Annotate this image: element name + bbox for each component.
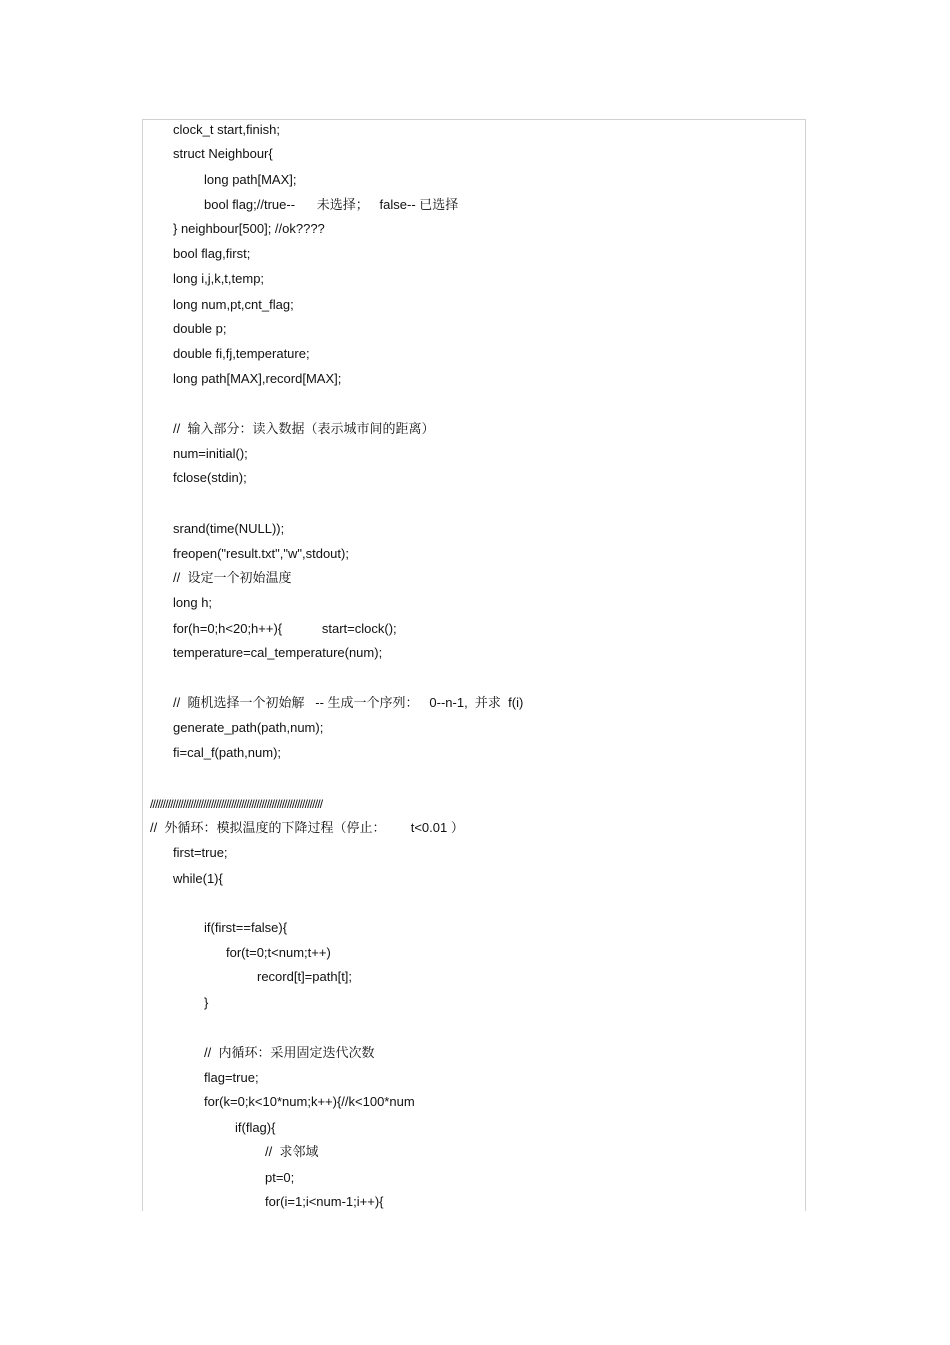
code-line: fclose(stdin);	[173, 470, 247, 485]
comment-line: // 输入部分：读入数据（表示城市间的距离）	[173, 421, 435, 436]
code-line: record[t]=path[t];	[257, 969, 353, 984]
code-line: num=initial();	[173, 446, 248, 461]
code-line: double fi,fj,temperature;	[173, 346, 310, 361]
code-line: for(k=0;k<10*num;k++){//k<100*num	[204, 1094, 415, 1109]
comment-line: // 设定一个初始温度	[173, 570, 292, 585]
comment-line: // 求邻域	[265, 1144, 319, 1159]
code-line: fi=cal_f(path,num);	[173, 745, 282, 760]
code-line: temperature=cal_temperature(num);	[173, 645, 383, 660]
code-line: for(h=0;h<20;h++){ start=clock();	[173, 621, 397, 636]
code-line: long h;	[173, 595, 213, 610]
code-line: double p;	[173, 321, 227, 336]
code-line: }	[204, 995, 209, 1010]
code-line: long path[MAX];	[204, 172, 297, 187]
separator-line: ////////////////////////////////////////////////////////////////////	[150, 797, 323, 811]
code-line: generate_path(path,num);	[173, 720, 324, 735]
code-line: } neighbour[500]; //ok????	[173, 221, 325, 236]
code-line: pt=0;	[265, 1170, 295, 1185]
code-line: flag=true;	[204, 1070, 259, 1085]
comment-line: // 内循环：采用固定迭代次数	[204, 1045, 375, 1060]
code-line: while(1){	[173, 871, 223, 886]
code-line: bool flag,first;	[173, 246, 251, 261]
code-line: for(i=1;i<num-1;i++){	[265, 1194, 384, 1209]
code-line: if(first==false){	[204, 920, 288, 935]
code-line: bool flag;//true-- 未选择； false-- 已选择	[204, 197, 459, 212]
code-line: first=true;	[173, 845, 228, 860]
code-line: if(flag){	[235, 1120, 276, 1135]
code-line: freopen("result.txt","w",stdout);	[173, 546, 349, 561]
code-line: clock_t start,finish;	[173, 122, 280, 137]
comment-line: // 随机选择一个初始解 -- 生成一个序列： 0--n-1, 并求 f(i)	[173, 695, 524, 710]
code-line: long path[MAX],record[MAX];	[173, 371, 342, 386]
code-line: long i,j,k,t,temp;	[173, 271, 265, 286]
code-line: struct Neighbour{	[173, 146, 273, 161]
code-line: long num,pt,cnt_flag;	[173, 297, 294, 312]
comment-line: // 外循环：模拟温度的下降过程（停止： t<0.01 ）	[150, 820, 464, 835]
code-line: for(t=0;t<num;t++)	[226, 945, 331, 960]
code-line: srand(time(NULL));	[173, 521, 285, 536]
